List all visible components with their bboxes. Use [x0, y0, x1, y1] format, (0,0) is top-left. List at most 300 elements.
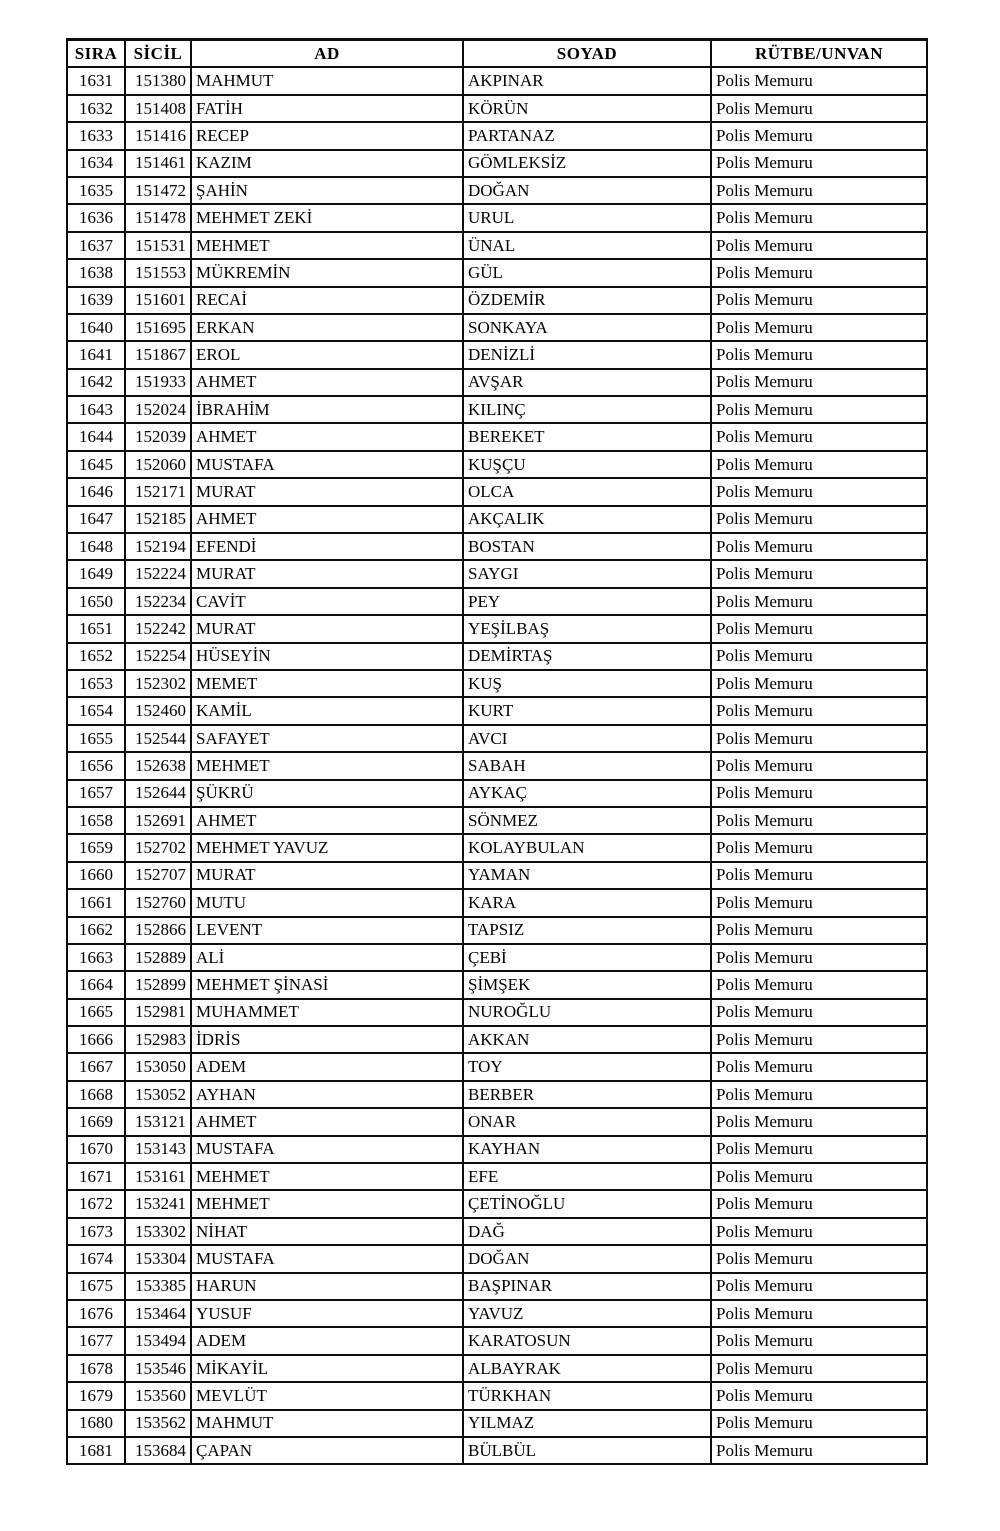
- cell-rutbe-unvan: Polis Memuru: [711, 287, 927, 314]
- cell-soyad: ŞİMŞEK: [463, 971, 711, 998]
- cell-rutbe-unvan: Polis Memuru: [711, 314, 927, 341]
- cell-sira: 1659: [67, 834, 125, 861]
- table-row: [67, 451, 927, 478]
- header-row: [67, 40, 927, 68]
- cell-rutbe-unvan: Polis Memuru: [711, 1300, 927, 1327]
- cell-sicil: 151408: [125, 95, 191, 122]
- cell-sira: 1654: [67, 697, 125, 724]
- table-row: [67, 807, 927, 834]
- cell-rutbe-unvan: Polis Memuru: [711, 725, 927, 752]
- cell-rutbe-unvan: Polis Memuru: [711, 67, 927, 94]
- cell-sira: 1647: [67, 506, 125, 533]
- cell-rutbe-unvan: Polis Memuru: [711, 999, 927, 1026]
- cell-sira: 1662: [67, 917, 125, 944]
- cell-ad: RECAİ: [191, 287, 463, 314]
- cell-sira: 1660: [67, 862, 125, 889]
- cell-soyad: BÜLBÜL: [463, 1437, 711, 1464]
- cell-ad: MUHAMMET: [191, 999, 463, 1026]
- cell-sira: 1663: [67, 944, 125, 971]
- cell-rutbe-unvan: Polis Memuru: [711, 1136, 927, 1163]
- cell-sicil: 153052: [125, 1081, 191, 1108]
- table-row: [67, 1327, 927, 1354]
- cell-sira: 1669: [67, 1108, 125, 1135]
- cell-soyad: PARTANAZ: [463, 122, 711, 149]
- cell-sicil: 152194: [125, 533, 191, 560]
- cell-rutbe-unvan: Polis Memuru: [711, 670, 927, 697]
- cell-rutbe-unvan: Polis Memuru: [711, 533, 927, 560]
- cell-rutbe-unvan: Polis Memuru: [711, 1327, 927, 1354]
- cell-sicil: 153121: [125, 1108, 191, 1135]
- table-row: [67, 122, 927, 149]
- table-row: [67, 396, 927, 423]
- cell-sicil: 152171: [125, 478, 191, 505]
- cell-soyad: GÖMLEKSİZ: [463, 150, 711, 177]
- table-row: [67, 1300, 927, 1327]
- cell-sira: 1646: [67, 478, 125, 505]
- table-row: [67, 1081, 927, 1108]
- cell-sicil: 151933: [125, 369, 191, 396]
- cell-sira: 1676: [67, 1300, 125, 1327]
- cell-sicil: 152691: [125, 807, 191, 834]
- cell-sira: 1644: [67, 423, 125, 450]
- cell-soyad: KURT: [463, 697, 711, 724]
- cell-sicil: 153143: [125, 1136, 191, 1163]
- cell-rutbe-unvan: Polis Memuru: [711, 122, 927, 149]
- cell-sira: 1640: [67, 314, 125, 341]
- table-row: [67, 780, 927, 807]
- cell-rutbe-unvan: Polis Memuru: [711, 560, 927, 587]
- cell-ad: ADEM: [191, 1327, 463, 1354]
- table-row: [67, 287, 927, 314]
- cell-sira: 1643: [67, 396, 125, 423]
- cell-sira: 1674: [67, 1245, 125, 1272]
- cell-sicil: 152224: [125, 560, 191, 587]
- cell-ad: ALİ: [191, 944, 463, 971]
- cell-sicil: 152302: [125, 670, 191, 697]
- table-row: [67, 369, 927, 396]
- table-row: [67, 259, 927, 286]
- column-header-rutbe-unvan: RÜTBE/UNVAN: [711, 40, 927, 68]
- cell-soyad: KARATOSUN: [463, 1327, 711, 1354]
- cell-sira: 1657: [67, 780, 125, 807]
- table-row: [67, 1136, 927, 1163]
- table-row: [67, 1355, 927, 1382]
- table-row: [67, 1245, 927, 1272]
- cell-sira: 1679: [67, 1382, 125, 1409]
- cell-sira: 1642: [67, 369, 125, 396]
- cell-rutbe-unvan: Polis Memuru: [711, 259, 927, 286]
- cell-soyad: DEMİRTAŞ: [463, 643, 711, 670]
- cell-ad: MURAT: [191, 615, 463, 642]
- cell-ad: MURAT: [191, 478, 463, 505]
- cell-soyad: AKÇALIK: [463, 506, 711, 533]
- cell-sicil: 152460: [125, 697, 191, 724]
- table-row: [67, 697, 927, 724]
- cell-sira: 1664: [67, 971, 125, 998]
- table-row: [67, 150, 927, 177]
- cell-soyad: DOĞAN: [463, 1245, 711, 1272]
- cell-rutbe-unvan: Polis Memuru: [711, 889, 927, 916]
- table-row: [67, 643, 927, 670]
- table-row: [67, 1190, 927, 1217]
- cell-sicil: 153562: [125, 1410, 191, 1437]
- cell-ad: ERKAN: [191, 314, 463, 341]
- cell-soyad: ÖZDEMİR: [463, 287, 711, 314]
- cell-rutbe-unvan: Polis Memuru: [711, 1410, 927, 1437]
- cell-sira: 1666: [67, 1026, 125, 1053]
- cell-rutbe-unvan: Polis Memuru: [711, 204, 927, 231]
- cell-sicil: 151461: [125, 150, 191, 177]
- cell-ad: SAFAYET: [191, 725, 463, 752]
- table-row: [67, 889, 927, 916]
- cell-sicil: 152039: [125, 423, 191, 450]
- cell-sira: 1672: [67, 1190, 125, 1217]
- cell-rutbe-unvan: Polis Memuru: [711, 423, 927, 450]
- cell-ad: AHMET: [191, 423, 463, 450]
- cell-ad: RECEP: [191, 122, 463, 149]
- cell-soyad: KUŞ: [463, 670, 711, 697]
- cell-rutbe-unvan: Polis Memuru: [711, 506, 927, 533]
- cell-ad: HARUN: [191, 1273, 463, 1300]
- cell-soyad: AYKAÇ: [463, 780, 711, 807]
- cell-sira: 1681: [67, 1437, 125, 1464]
- cell-sicil: 152899: [125, 971, 191, 998]
- cell-sicil: 151472: [125, 177, 191, 204]
- cell-soyad: NUROĞLU: [463, 999, 711, 1026]
- cell-ad: MAHMUT: [191, 1410, 463, 1437]
- cell-ad: İDRİS: [191, 1026, 463, 1053]
- cell-ad: HÜSEYİN: [191, 643, 463, 670]
- cell-ad: MUTU: [191, 889, 463, 916]
- cell-sira: 1638: [67, 259, 125, 286]
- cell-sicil: 153304: [125, 1245, 191, 1272]
- cell-soyad: YAVUZ: [463, 1300, 711, 1327]
- cell-sira: 1652: [67, 643, 125, 670]
- table-row: [67, 944, 927, 971]
- cell-sira: 1634: [67, 150, 125, 177]
- cell-soyad: KÖRÜN: [463, 95, 711, 122]
- cell-soyad: BEREKET: [463, 423, 711, 450]
- cell-soyad: KILINÇ: [463, 396, 711, 423]
- cell-ad: AHMET: [191, 807, 463, 834]
- cell-sira: 1673: [67, 1218, 125, 1245]
- cell-soyad: OLCA: [463, 478, 711, 505]
- cell-ad: ŞÜKRÜ: [191, 780, 463, 807]
- table-row: [67, 588, 927, 615]
- table-row: [67, 725, 927, 752]
- cell-ad: LEVENT: [191, 917, 463, 944]
- cell-sicil: 152024: [125, 396, 191, 423]
- cell-ad: AYHAN: [191, 1081, 463, 1108]
- cell-ad: KAMİL: [191, 697, 463, 724]
- cell-sira: 1678: [67, 1355, 125, 1382]
- cell-soyad: DAĞ: [463, 1218, 711, 1245]
- cell-sira: 1656: [67, 752, 125, 779]
- table-row: [67, 232, 927, 259]
- cell-sira: 1651: [67, 615, 125, 642]
- cell-soyad: SÖNMEZ: [463, 807, 711, 834]
- cell-ad: MEHMET ZEKİ: [191, 204, 463, 231]
- cell-sira: 1658: [67, 807, 125, 834]
- cell-rutbe-unvan: Polis Memuru: [711, 1437, 927, 1464]
- cell-soyad: TAPSIZ: [463, 917, 711, 944]
- cell-soyad: KOLAYBULAN: [463, 834, 711, 861]
- cell-soyad: KAYHAN: [463, 1136, 711, 1163]
- cell-sicil: 152983: [125, 1026, 191, 1053]
- cell-rutbe-unvan: Polis Memuru: [711, 1053, 927, 1080]
- cell-sira: 1639: [67, 287, 125, 314]
- cell-rutbe-unvan: Polis Memuru: [711, 1163, 927, 1190]
- table-row: [67, 917, 927, 944]
- cell-ad: AHMET: [191, 369, 463, 396]
- table-row: [67, 615, 927, 642]
- cell-rutbe-unvan: Polis Memuru: [711, 150, 927, 177]
- cell-sicil: 153241: [125, 1190, 191, 1217]
- cell-sira: 1668: [67, 1081, 125, 1108]
- cell-ad: ÇAPAN: [191, 1437, 463, 1464]
- cell-rutbe-unvan: Polis Memuru: [711, 780, 927, 807]
- cell-rutbe-unvan: Polis Memuru: [711, 1108, 927, 1135]
- cell-ad: MEHMET: [191, 1190, 463, 1217]
- cell-rutbe-unvan: Polis Memuru: [711, 1026, 927, 1053]
- cell-sicil: 152707: [125, 862, 191, 889]
- cell-soyad: AVŞAR: [463, 369, 711, 396]
- cell-ad: ADEM: [191, 1053, 463, 1080]
- table-header: [67, 40, 927, 68]
- cell-rutbe-unvan: Polis Memuru: [711, 232, 927, 259]
- cell-sira: 1680: [67, 1410, 125, 1437]
- cell-sira: 1633: [67, 122, 125, 149]
- cell-rutbe-unvan: Polis Memuru: [711, 478, 927, 505]
- table-row: [67, 560, 927, 587]
- column-header-soyad: SOYAD: [463, 40, 711, 68]
- cell-sicil: 152185: [125, 506, 191, 533]
- cell-sicil: 151867: [125, 341, 191, 368]
- cell-sicil: 151553: [125, 259, 191, 286]
- cell-ad: YUSUF: [191, 1300, 463, 1327]
- cell-ad: ŞAHİN: [191, 177, 463, 204]
- cell-sira: 1636: [67, 204, 125, 231]
- table-row: [67, 95, 927, 122]
- cell-sicil: 151695: [125, 314, 191, 341]
- table-row: [67, 423, 927, 450]
- cell-sicil: 152544: [125, 725, 191, 752]
- cell-ad: MEMET: [191, 670, 463, 697]
- cell-soyad: AKPINAR: [463, 67, 711, 94]
- cell-sicil: 152760: [125, 889, 191, 916]
- cell-sicil: 152644: [125, 780, 191, 807]
- cell-sira: 1661: [67, 889, 125, 916]
- table-row: [67, 1382, 927, 1409]
- cell-rutbe-unvan: Polis Memuru: [711, 1081, 927, 1108]
- cell-soyad: TOY: [463, 1053, 711, 1080]
- cell-sicil: 152060: [125, 451, 191, 478]
- cell-sira: 1635: [67, 177, 125, 204]
- cell-sicil: 153546: [125, 1355, 191, 1382]
- cell-sira: 1648: [67, 533, 125, 560]
- cell-ad: AHMET: [191, 506, 463, 533]
- column-header-sicil: SİCİL: [125, 40, 191, 68]
- cell-ad: MEHMET YAVUZ: [191, 834, 463, 861]
- cell-rutbe-unvan: Polis Memuru: [711, 369, 927, 396]
- cell-rutbe-unvan: Polis Memuru: [711, 588, 927, 615]
- cell-sicil: 153464: [125, 1300, 191, 1327]
- personnel-roster-table: [66, 38, 928, 1465]
- cell-soyad: BERBER: [463, 1081, 711, 1108]
- cell-ad: İBRAHİM: [191, 396, 463, 423]
- cell-soyad: BAŞPINAR: [463, 1273, 711, 1300]
- cell-ad: MEVLÜT: [191, 1382, 463, 1409]
- cell-ad: MEHMET ŞİNASİ: [191, 971, 463, 998]
- cell-sira: 1655: [67, 725, 125, 752]
- cell-soyad: PEY: [463, 588, 711, 615]
- cell-sira: 1637: [67, 232, 125, 259]
- cell-sicil: 151478: [125, 204, 191, 231]
- cell-sira: 1645: [67, 451, 125, 478]
- cell-soyad: BOSTAN: [463, 533, 711, 560]
- cell-soyad: YAMAN: [463, 862, 711, 889]
- cell-rutbe-unvan: Polis Memuru: [711, 451, 927, 478]
- cell-ad: MUSTAFA: [191, 1245, 463, 1272]
- cell-sicil: 153494: [125, 1327, 191, 1354]
- table-row: [67, 971, 927, 998]
- table-row: [67, 67, 927, 94]
- table-row: [67, 862, 927, 889]
- cell-rutbe-unvan: Polis Memuru: [711, 615, 927, 642]
- cell-soyad: DOĞAN: [463, 177, 711, 204]
- cell-sicil: 152638: [125, 752, 191, 779]
- cell-rutbe-unvan: Polis Memuru: [711, 341, 927, 368]
- cell-sicil: 153385: [125, 1273, 191, 1300]
- cell-rutbe-unvan: Polis Memuru: [711, 917, 927, 944]
- table-row: [67, 314, 927, 341]
- cell-soyad: ALBAYRAK: [463, 1355, 711, 1382]
- cell-soyad: ÜNAL: [463, 232, 711, 259]
- table-row: [67, 177, 927, 204]
- cell-soyad: YEŞİLBAŞ: [463, 615, 711, 642]
- cell-sira: 1667: [67, 1053, 125, 1080]
- cell-ad: EFENDİ: [191, 533, 463, 560]
- cell-ad: MUSTAFA: [191, 1136, 463, 1163]
- cell-rutbe-unvan: Polis Memuru: [711, 697, 927, 724]
- cell-rutbe-unvan: Polis Memuru: [711, 1355, 927, 1382]
- cell-rutbe-unvan: Polis Memuru: [711, 1190, 927, 1217]
- table-row: [67, 1163, 927, 1190]
- cell-ad: MİKAYİL: [191, 1355, 463, 1382]
- cell-soyad: EFE: [463, 1163, 711, 1190]
- cell-soyad: ÇEBİ: [463, 944, 711, 971]
- cell-ad: AHMET: [191, 1108, 463, 1135]
- cell-sira: 1632: [67, 95, 125, 122]
- cell-ad: MEHMET: [191, 232, 463, 259]
- table-row: [67, 506, 927, 533]
- column-header-ad: AD: [191, 40, 463, 68]
- cell-sira: 1677: [67, 1327, 125, 1354]
- cell-rutbe-unvan: Polis Memuru: [711, 643, 927, 670]
- cell-sicil: 153050: [125, 1053, 191, 1080]
- table-row: [67, 1410, 927, 1437]
- cell-sira: 1641: [67, 341, 125, 368]
- cell-sira: 1675: [67, 1273, 125, 1300]
- cell-rutbe-unvan: Polis Memuru: [711, 971, 927, 998]
- table-row: [67, 1273, 927, 1300]
- cell-rutbe-unvan: Polis Memuru: [711, 752, 927, 779]
- cell-sira: 1653: [67, 670, 125, 697]
- cell-sicil: 151531: [125, 232, 191, 259]
- table-row: [67, 478, 927, 505]
- cell-rutbe-unvan: Polis Memuru: [711, 862, 927, 889]
- cell-ad: KAZIM: [191, 150, 463, 177]
- cell-rutbe-unvan: Polis Memuru: [711, 1245, 927, 1272]
- cell-sicil: 151416: [125, 122, 191, 149]
- cell-soyad: ONAR: [463, 1108, 711, 1135]
- cell-sicil: 153560: [125, 1382, 191, 1409]
- cell-ad: MUSTAFA: [191, 451, 463, 478]
- cell-soyad: KUŞÇU: [463, 451, 711, 478]
- table-row: [67, 670, 927, 697]
- cell-ad: EROL: [191, 341, 463, 368]
- cell-sicil: 152889: [125, 944, 191, 971]
- cell-rutbe-unvan: Polis Memuru: [711, 396, 927, 423]
- cell-sira: 1631: [67, 67, 125, 94]
- cell-soyad: SONKAYA: [463, 314, 711, 341]
- cell-soyad: GÜL: [463, 259, 711, 286]
- cell-sicil: 152242: [125, 615, 191, 642]
- cell-sira: 1665: [67, 999, 125, 1026]
- cell-soyad: KARA: [463, 889, 711, 916]
- cell-ad: MURAT: [191, 560, 463, 587]
- cell-ad: MEHMET: [191, 752, 463, 779]
- cell-ad: MAHMUT: [191, 67, 463, 94]
- cell-soyad: SABAH: [463, 752, 711, 779]
- cell-rutbe-unvan: Polis Memuru: [711, 834, 927, 861]
- cell-soyad: TÜRKHAN: [463, 1382, 711, 1409]
- table-row: [67, 533, 927, 560]
- cell-ad: MÜKREMİN: [191, 259, 463, 286]
- table-row: [67, 752, 927, 779]
- cell-rutbe-unvan: Polis Memuru: [711, 177, 927, 204]
- cell-sicil: 152702: [125, 834, 191, 861]
- cell-sira: 1671: [67, 1163, 125, 1190]
- table-row: [67, 834, 927, 861]
- table-row: [67, 1437, 927, 1464]
- cell-soyad: YILMAZ: [463, 1410, 711, 1437]
- cell-rutbe-unvan: Polis Memuru: [711, 1382, 927, 1409]
- cell-soyad: AKKAN: [463, 1026, 711, 1053]
- table-row: [67, 1218, 927, 1245]
- table-row: [67, 341, 927, 368]
- cell-soyad: ÇETİNOĞLU: [463, 1190, 711, 1217]
- cell-rutbe-unvan: Polis Memuru: [711, 944, 927, 971]
- cell-sicil: 153302: [125, 1218, 191, 1245]
- cell-sicil: 151601: [125, 287, 191, 314]
- cell-ad: FATİH: [191, 95, 463, 122]
- cell-sira: 1670: [67, 1136, 125, 1163]
- cell-ad: MURAT: [191, 862, 463, 889]
- cell-rutbe-unvan: Polis Memuru: [711, 1218, 927, 1245]
- table-row: [67, 1053, 927, 1080]
- cell-sicil: 152981: [125, 999, 191, 1026]
- cell-rutbe-unvan: Polis Memuru: [711, 807, 927, 834]
- cell-sicil: 153684: [125, 1437, 191, 1464]
- cell-soyad: DENİZLİ: [463, 341, 711, 368]
- table-row: [67, 204, 927, 231]
- cell-rutbe-unvan: Polis Memuru: [711, 1273, 927, 1300]
- cell-sicil: 151380: [125, 67, 191, 94]
- cell-soyad: URUL: [463, 204, 711, 231]
- table-row: [67, 999, 927, 1026]
- table-row: [67, 1026, 927, 1053]
